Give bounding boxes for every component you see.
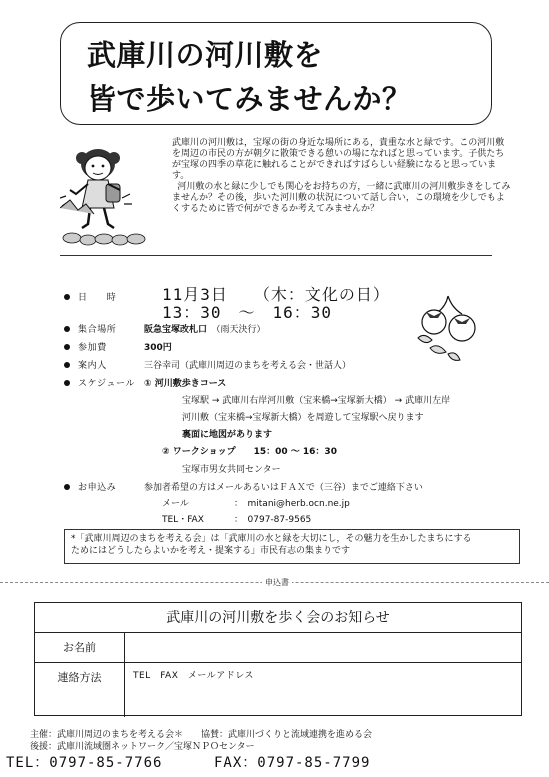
place-value: 阪急宝塚改札口: [144, 325, 208, 335]
bullet-icon: [64, 362, 70, 368]
schedule-row: [64, 376, 227, 389]
form-title: 武庫川の河川敷を歩く会のお知らせ: [35, 603, 521, 633]
note-line-2: ためにはどうしたらよいかを考え・提案する」市民有志の集まりです: [71, 546, 351, 556]
contact-fields: TEL FAX メールアドレス: [133, 671, 254, 681]
sponsor-line-2: 後援：武庫川流域圏ネットワーク／宝塚ＮＰＯセンター: [30, 742, 255, 752]
date-label: 日 時: [78, 293, 117, 303]
schedule-item-1-route-1: 宝塚駅 → 武庫川右岸河川敷（宝来橋→宝塚新大橋） → 武庫川左岸: [182, 396, 451, 406]
note-box: [64, 529, 520, 564]
schedule-item-2: [162, 444, 337, 457]
guide-row: [64, 358, 352, 371]
fee-label: 参加費: [78, 343, 107, 353]
date-line-2: 13：30 ～ 16：30: [162, 303, 333, 322]
schedule-label: スケジュール: [78, 379, 136, 389]
fee-value: 300円: [144, 343, 172, 353]
bullet-icon: [64, 294, 70, 300]
walking-girl-illustration: [60, 138, 170, 248]
section-divider: [60, 255, 492, 256]
schedule-item-2-place: 宝塚市男女共同センター: [182, 465, 281, 475]
bullet-icon: [64, 484, 70, 490]
page-title-line1: 武庫川の河川敷を: [87, 38, 324, 72]
schedule-item-2-time: 15：00 ～ 16：30: [253, 447, 337, 457]
bullet-icon: [64, 326, 70, 332]
form-row-name: [35, 633, 521, 663]
form-row-contact: [35, 663, 521, 717]
place-label: 集合場所: [78, 325, 117, 335]
title-box: [60, 22, 492, 125]
apply-label: お申込み: [78, 483, 117, 493]
place-row: [64, 322, 266, 335]
intro-paragraph-2: 河川敷の水と緑に少しでも関心をお持ちの方，一緒に武庫川の河川敷歩きをしてみませんか？その後，歩いた河川敷の状況について話し合い，この環境を少しでもよくするために皆で何ができるか考えてみませんか？: [172, 182, 511, 214]
name-label: お名前: [35, 633, 125, 662]
schedule-item-2-title: ② ワークショップ: [162, 447, 236, 457]
schedule-item-1-title: ① 河川敷歩きコース: [144, 379, 227, 389]
place-value-group: [144, 322, 266, 335]
note-line-1: *「武庫川周辺のまちを考える会」は「武庫川の水と緑を大切にし，その魅力を生かしたまちにする: [71, 534, 472, 544]
mail-value-group: ： mitani@herb.ocn.ne.jp: [234, 499, 350, 509]
telfax-label: TEL・FAX: [162, 515, 204, 525]
contact-label: 連絡方法: [35, 663, 125, 717]
telfax-value-group: ： 0797-87-9565: [234, 515, 312, 525]
bullet-icon: [64, 344, 70, 350]
guide-value: 三谷幸司（武庫川周辺のまちを考える会・世話人）: [144, 361, 352, 371]
bullet-icon: [64, 380, 70, 386]
application-form: [34, 602, 522, 716]
apply-text: 参加者希望の方はメールあるいはＦＡＸで（三谷）までご連絡下さい: [144, 483, 423, 493]
persimmon-illustration: [408, 292, 488, 367]
place-note: （雨天決行）: [216, 325, 266, 335]
footer-fax: FAX：0797-85-7799: [214, 755, 371, 771]
footer-tel: TEL：0797-85-7766: [6, 755, 163, 771]
schedule-item-1-note: 裏面に地図があります: [182, 430, 273, 440]
intro-paragraph-1: 武庫川の河川敷は，宝塚の街の身近な場所にある，貴重な水と緑です。この河川敷を周辺の市民の方が朝夕に散策できる憩いの場になればと思っています。子供たちが宝塚の四季の草花に触れることができればすばらしい経験になると思っています。: [172, 138, 505, 181]
telfax-value: 0797-87-9565: [247, 515, 312, 525]
name-field[interactable]: [126, 633, 521, 662]
guide-label: 案内人: [78, 361, 107, 371]
mail-link[interactable]: mitani@herb.ocn.ne.jp: [247, 499, 350, 509]
intro-text: [172, 138, 512, 215]
schedule-item-1-route-2: 河川敷（宝来橋→宝塚新大橋）を周遊して宝塚駅へ戻ります: [182, 413, 424, 423]
apply-row: [64, 480, 423, 493]
date-row: [64, 290, 116, 303]
cut-label: 申込書: [262, 577, 292, 588]
fee-row: [64, 340, 172, 353]
page-title-line2: 皆で歩いてみませんか？: [87, 82, 412, 116]
sponsor-line-1: 主催：武庫川周辺のまちを考える会＊ 協賛：武庫川づくりと流域連携を進める会: [30, 730, 373, 740]
mail-label: メール: [162, 499, 189, 509]
contact-field[interactable]: [126, 681, 521, 717]
date-line-1: 11月3日 （木：文化の日）: [162, 285, 390, 304]
